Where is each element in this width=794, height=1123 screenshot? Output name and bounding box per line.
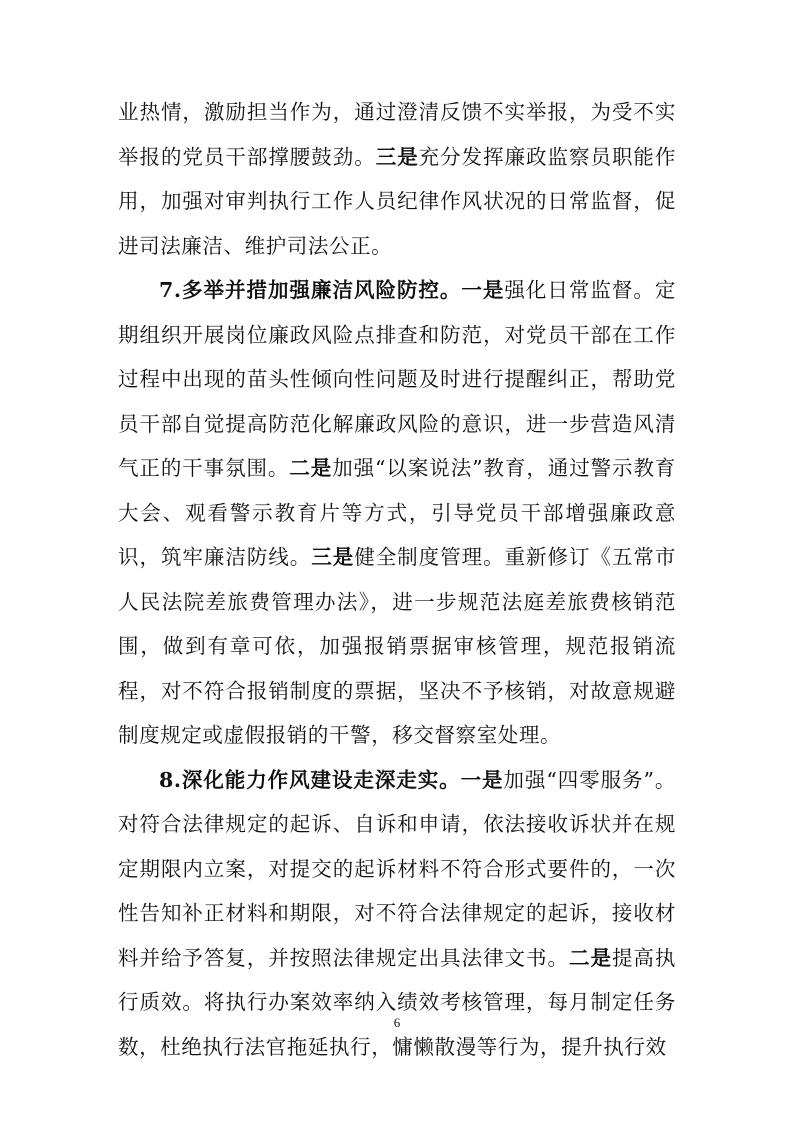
text-run: 充分发挥廉政监察员职能作用，加强对审判执行工作人员纪律作风状况的日常监督，促进司法廉洁、维护司法公正。 [118, 144, 677, 258]
bold-run: 二是 [289, 456, 333, 480]
section-heading-7: 7.多举并措加强廉洁风险防控。一是 [159, 278, 505, 302]
bold-run: 三是 [375, 144, 419, 169]
text-run: 加强“以案说法”教育，通过警示教育大会、观看警示教育片等方式，引导党员干部增强廉政意识，筑牢廉洁防线。 [118, 456, 676, 569]
page-number: 6 [393, 1015, 401, 1030]
text-run: 提高执行质效。将执行办案效率纳入绩效考核管理，每月制定任务数，杜绝执行法官拖延执行，慵懒散漫等行为，提升执行效 [118, 945, 676, 1059]
text-run: 加强“四零服务”。对符合法律规定的起诉、自诉和申请，依法接收诉状并在规定期限内立案，对提交的起诉材料不符合形式要件的，一次性告知补正材料和期限，对不符合法律规定的起诉，接收材料并给予答复，并按照法律规定出具法律文书。 [118, 767, 676, 970]
bold-run: 二是 [568, 945, 612, 970]
text-run: 业热情，激励担当作为，通过澄清反馈不实举报，为受不实举报的党员干部撑腰鼓劲。 [118, 100, 676, 169]
section-heading-8: 8.深化能力作风建设走深走实。一是 [159, 767, 504, 792]
bold-run: 三是 [311, 545, 355, 569]
text-run: 强化日常监督。定期组织开展岗位廉政风险点排查和防范，对党员干部在工作过程中出现的苗头性倾向性问题及时进行提醒纠正，帮助党员干部自觉提高防范化解廉政风险的意识，进一步营造风清气正的干事氛围。 [118, 278, 676, 480]
paragraph-2 [118, 268, 676, 758]
text-run: 健全制度管理。重新修订《五常市人民法院差旅费管理办法》，进一步规范法庭差旅费核销范围，做到有章可依，加强报销票据审核管理，规范报销流程，对不符合报销制度的票据，坚决不予核销，对故意规避制度规定或虚假报销的干警，移交督察室处理。 [118, 545, 676, 747]
document-body [118, 90, 676, 1069]
paragraph-1 [118, 90, 676, 268]
